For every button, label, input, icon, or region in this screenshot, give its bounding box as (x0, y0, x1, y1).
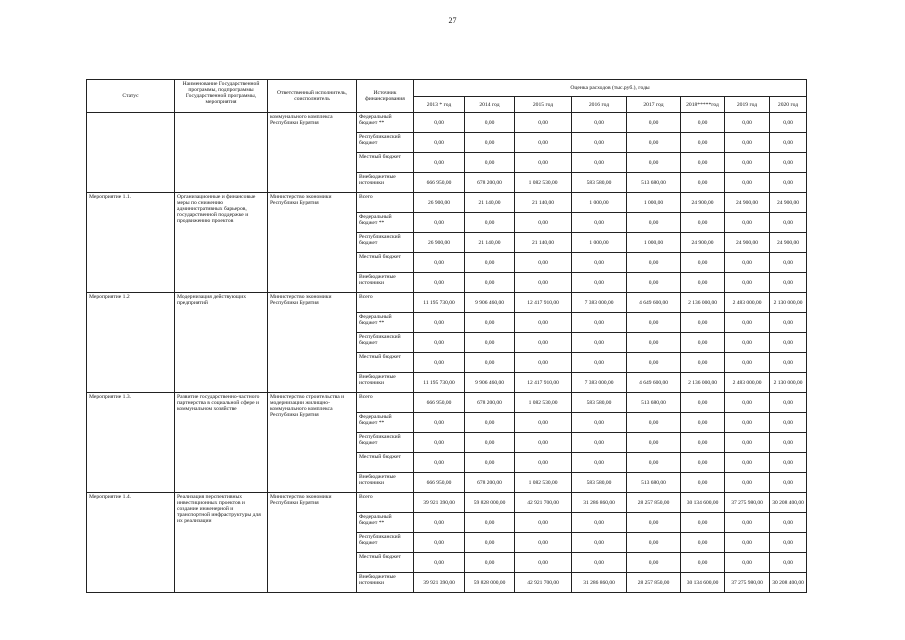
measure-executor: Министерство экономики Республики Бурятия (268, 193, 357, 293)
value-cell: 0,00 (725, 413, 770, 433)
value-cell: 0,00 (572, 413, 627, 433)
value-cell: 583 580,00 (572, 473, 627, 493)
value-cell: 1 082 530,00 (515, 393, 572, 413)
value-cell: 0,00 (465, 133, 515, 153)
value-cell: 21 140,00 (515, 233, 572, 253)
table-row (87, 393, 807, 413)
value-cell: 1 082 530,00 (515, 173, 572, 193)
source-cell: Федеральный бюджет ** (357, 513, 414, 533)
value-cell: 0,00 (465, 413, 515, 433)
header-year: 2020 год (770, 97, 807, 113)
table-row (87, 193, 807, 213)
value-cell: 0,00 (465, 333, 515, 353)
value-cell: 0,00 (572, 313, 627, 333)
value-cell: 0,00 (725, 553, 770, 573)
value-cell: 0,00 (770, 113, 807, 133)
measure-name: Модернизация действующих предприятий (175, 293, 268, 393)
table-row (87, 113, 807, 133)
value-cell: 4 649 600,00 (627, 373, 681, 393)
value-cell: 0,00 (770, 333, 807, 353)
source-cell: Внебюджетные источники (357, 473, 414, 493)
value-cell: 513 680,00 (627, 393, 681, 413)
source-cell: Местный бюджет (357, 153, 414, 173)
value-cell: 0,00 (725, 473, 770, 493)
header-year: 2014 год (465, 97, 515, 113)
value-cell: 2 130 000,00 (770, 373, 807, 393)
header-year: 2019 год (725, 97, 770, 113)
value-cell: 0,00 (770, 393, 807, 413)
measure-status: Мероприятие 1.1. (87, 193, 175, 293)
value-cell: 0,00 (681, 173, 725, 193)
measure-executor: Министерство экономики Республики Бурятия (268, 293, 357, 393)
value-cell: 0,00 (515, 433, 572, 453)
value-cell: 31 286 860,00 (572, 573, 627, 593)
measure-status: Мероприятие 1.4. (87, 493, 175, 593)
value-cell: 583 580,00 (572, 393, 627, 413)
value-cell: 0,00 (627, 313, 681, 333)
source-cell: Республиканский бюджет (357, 433, 414, 453)
value-cell: 24 900,00 (681, 193, 725, 213)
header-year: 2018*****год (681, 97, 725, 113)
value-cell: 2 483 000,00 (725, 293, 770, 313)
value-cell: 30 208 400,00 (770, 573, 807, 593)
source-cell: Федеральный бюджет ** (357, 213, 414, 233)
value-cell: 666 950,00 (414, 393, 465, 413)
value-cell: 1 000,00 (627, 193, 681, 213)
source-cell: Всего (357, 293, 414, 313)
value-cell: 0,00 (414, 313, 465, 333)
value-cell: 0,00 (681, 273, 725, 293)
value-cell: 0,00 (465, 153, 515, 173)
measure-executor: Министерство строительства и модернизации жилищно-коммунального комплекса Республики Бурятия (268, 393, 357, 493)
value-cell: 0,00 (681, 433, 725, 453)
value-cell: 0,00 (515, 353, 572, 373)
source-cell: Республиканский бюджет (357, 533, 414, 553)
value-cell: 30 208 400,00 (770, 493, 807, 513)
value-cell: 0,00 (515, 533, 572, 553)
source-cell: Местный бюджет (357, 253, 414, 273)
value-cell: 0,00 (681, 313, 725, 333)
source-cell: Федеральный бюджет ** (357, 413, 414, 433)
value-cell: 0,00 (515, 313, 572, 333)
value-cell: 0,00 (681, 133, 725, 153)
source-cell: Федеральный бюджет ** (357, 313, 414, 333)
value-cell: 11 195 730,00 (414, 373, 465, 393)
header-status: Статус (87, 80, 175, 113)
name-cell (175, 113, 268, 193)
value-cell: 0,00 (627, 533, 681, 553)
value-cell: 42 921 700,00 (515, 573, 572, 593)
value-cell: 24 900,00 (770, 233, 807, 253)
measure-status: Мероприятие 1.3. (87, 393, 175, 493)
value-cell: 0,00 (681, 513, 725, 533)
source-cell: Федеральный бюджет ** (357, 113, 414, 133)
value-cell: 0,00 (770, 353, 807, 373)
value-cell: 0,00 (572, 133, 627, 153)
table-body (87, 113, 807, 593)
value-cell: 59 828 000,00 (465, 493, 515, 513)
value-cell: 0,00 (770, 253, 807, 273)
value-cell: 1 082 530,00 (515, 473, 572, 493)
value-cell: 37 275 980,00 (725, 573, 770, 593)
value-cell: 0,00 (627, 433, 681, 453)
value-cell: 0,00 (725, 353, 770, 373)
value-cell: 21 140,00 (465, 193, 515, 213)
value-cell: 0,00 (465, 513, 515, 533)
value-cell: 0,00 (725, 153, 770, 173)
value-cell: 0,00 (414, 273, 465, 293)
value-cell: 0,00 (465, 453, 515, 473)
value-cell: 678 200,00 (465, 173, 515, 193)
value-cell: 0,00 (515, 453, 572, 473)
measure-name: Реализация перспективных инвестиционных проектов и создание инженерной и транспортной инфраструктуры для их реализации (175, 493, 268, 593)
value-cell: 0,00 (627, 153, 681, 173)
value-cell: 0,00 (465, 553, 515, 573)
source-cell: Внебюджетные источники (357, 273, 414, 293)
header-year: 2015 год (515, 97, 572, 113)
value-cell: 0,00 (770, 453, 807, 473)
table-row (87, 293, 807, 313)
value-cell: 0,00 (725, 173, 770, 193)
value-cell: 0,00 (725, 113, 770, 133)
value-cell: 0,00 (465, 433, 515, 453)
value-cell: 513 680,00 (627, 473, 681, 493)
value-cell: 0,00 (725, 213, 770, 233)
value-cell: 0,00 (627, 273, 681, 293)
value-cell: 0,00 (770, 473, 807, 493)
value-cell: 0,00 (627, 113, 681, 133)
value-cell: 28 257 850,00 (627, 573, 681, 593)
measure-executor: Министерство экономики Республики Бурятия (268, 493, 357, 593)
value-cell: 666 950,00 (414, 473, 465, 493)
source-cell: Местный бюджет (357, 553, 414, 573)
measure-name: Развитие государственно-частного партнерства в социальной сфере и коммунальном хозяйстве (175, 393, 268, 493)
value-cell: 0,00 (414, 533, 465, 553)
value-cell: 0,00 (627, 453, 681, 473)
value-cell: 0,00 (465, 253, 515, 273)
value-cell: 7 383 000,00 (572, 293, 627, 313)
value-cell: 21 140,00 (465, 233, 515, 253)
page-number: 27 (448, 16, 457, 25)
source-cell: Всего (357, 393, 414, 413)
value-cell: 30 134 600,00 (681, 493, 725, 513)
value-cell: 0,00 (572, 333, 627, 353)
value-cell: 0,00 (465, 113, 515, 133)
value-cell: 1 000,00 (572, 193, 627, 213)
value-cell: 0,00 (465, 273, 515, 293)
value-cell: 12 417 910,00 (515, 293, 572, 313)
value-cell: 0,00 (515, 413, 572, 433)
value-cell: 0,00 (725, 133, 770, 153)
value-cell: 0,00 (770, 153, 807, 173)
value-cell: 37 275 980,00 (725, 493, 770, 513)
value-cell: 0,00 (572, 113, 627, 133)
value-cell: 0,00 (572, 153, 627, 173)
value-cell: 0,00 (770, 513, 807, 533)
value-cell: 42 921 700,00 (515, 493, 572, 513)
value-cell: 0,00 (465, 533, 515, 553)
value-cell: 0,00 (725, 433, 770, 453)
source-cell: Республиканский бюджет (357, 233, 414, 253)
header-name: Наименование Государственной программы, подпрограммы Государственной программы, мероприятия (175, 80, 268, 113)
value-cell: 1 000,00 (627, 233, 681, 253)
value-cell: 0,00 (725, 273, 770, 293)
value-cell: 0,00 (681, 153, 725, 173)
value-cell: 24 900,00 (725, 193, 770, 213)
value-cell: 0,00 (770, 313, 807, 333)
value-cell: 0,00 (515, 133, 572, 153)
value-cell: 0,00 (465, 213, 515, 233)
source-cell: Местный бюджет (357, 353, 414, 373)
value-cell: 0,00 (572, 273, 627, 293)
value-cell: 0,00 (572, 353, 627, 373)
value-cell: 0,00 (627, 513, 681, 533)
value-cell: 0,00 (627, 213, 681, 233)
value-cell: 0,00 (414, 113, 465, 133)
value-cell: 0,00 (770, 273, 807, 293)
value-cell: 678 200,00 (465, 393, 515, 413)
value-cell: 0,00 (725, 253, 770, 273)
value-cell: 9 906 460,00 (465, 373, 515, 393)
value-cell: 0,00 (515, 253, 572, 273)
value-cell: 9 906 460,00 (465, 293, 515, 313)
value-cell: 0,00 (681, 113, 725, 133)
value-cell: 31 286 860,00 (572, 493, 627, 513)
value-cell: 0,00 (725, 453, 770, 473)
value-cell: 0,00 (627, 133, 681, 153)
source-cell: Внебюджетные источники (357, 373, 414, 393)
value-cell: 2 136 000,00 (681, 293, 725, 313)
value-cell: 0,00 (515, 333, 572, 353)
value-cell: 666 950,00 (414, 173, 465, 193)
source-cell: Республиканский бюджет (357, 333, 414, 353)
value-cell: 0,00 (515, 153, 572, 173)
value-cell: 0,00 (572, 253, 627, 273)
source-cell: Республиканский бюджет (357, 133, 414, 153)
value-cell: 7 383 000,00 (572, 373, 627, 393)
value-cell: 24 900,00 (725, 233, 770, 253)
value-cell: 0,00 (770, 413, 807, 433)
value-cell: 0,00 (725, 313, 770, 333)
header-executor: Ответственный исполнитель, соисполнитель (268, 80, 357, 113)
value-cell: 2 483 000,00 (725, 373, 770, 393)
value-cell: 0,00 (515, 113, 572, 133)
value-cell: 0,00 (572, 433, 627, 453)
source-cell: Всего (357, 493, 414, 513)
value-cell: 513 680,00 (627, 173, 681, 193)
value-cell: 0,00 (572, 453, 627, 473)
value-cell: 0,00 (681, 393, 725, 413)
value-cell: 28 257 850,00 (627, 493, 681, 513)
value-cell: 0,00 (515, 213, 572, 233)
value-cell: 0,00 (681, 473, 725, 493)
value-cell: 21 140,00 (515, 193, 572, 213)
value-cell: 4 649 600,00 (627, 293, 681, 313)
table-row (87, 493, 807, 513)
value-cell: 0,00 (725, 513, 770, 533)
measure-status: Мероприятие 1.2 (87, 293, 175, 393)
header-year: 2016 год (572, 97, 627, 113)
executor-cell: коммунального комплекса Республики Бурятия (268, 113, 357, 193)
value-cell: 0,00 (681, 333, 725, 353)
value-cell: 0,00 (515, 273, 572, 293)
value-cell: 678 200,00 (465, 473, 515, 493)
value-cell: 0,00 (572, 513, 627, 533)
value-cell: 0,00 (414, 213, 465, 233)
value-cell: 0,00 (770, 533, 807, 553)
value-cell: 0,00 (627, 333, 681, 353)
value-cell: 0,00 (725, 333, 770, 353)
value-cell: 30 134 600,00 (681, 573, 725, 593)
measure-name: Организационные и финансовые меры по снижению административных барьеров, государственной поддержке и продвижению проектов (175, 193, 268, 293)
value-cell: 0,00 (681, 213, 725, 233)
value-cell: 24 900,00 (681, 233, 725, 253)
status-cell (87, 113, 175, 193)
value-cell: 2 136 000,00 (681, 373, 725, 393)
value-cell: 0,00 (414, 433, 465, 453)
value-cell: 0,00 (681, 553, 725, 573)
value-cell: 0,00 (725, 393, 770, 413)
value-cell: 583 580,00 (572, 173, 627, 193)
value-cell: 12 417 910,00 (515, 373, 572, 393)
value-cell: 0,00 (572, 553, 627, 573)
value-cell: 0,00 (681, 413, 725, 433)
value-cell: 0,00 (627, 413, 681, 433)
value-cell: 39 921 390,00 (414, 493, 465, 513)
value-cell: 0,00 (770, 433, 807, 453)
value-cell: 0,00 (414, 153, 465, 173)
value-cell: 0,00 (627, 353, 681, 373)
value-cell: 0,00 (681, 353, 725, 373)
value-cell: 0,00 (770, 173, 807, 193)
value-cell: 26 900,00 (414, 193, 465, 213)
value-cell: 0,00 (465, 353, 515, 373)
value-cell: 0,00 (627, 553, 681, 573)
value-cell: 0,00 (770, 213, 807, 233)
value-cell: 0,00 (414, 333, 465, 353)
value-cell: 0,00 (414, 453, 465, 473)
value-cell: 0,00 (681, 453, 725, 473)
value-cell: 0,00 (465, 313, 515, 333)
source-cell: Внебюджетные источники (357, 173, 414, 193)
value-cell: 0,00 (770, 553, 807, 573)
value-cell: 1 000,00 (572, 233, 627, 253)
value-cell: 0,00 (414, 133, 465, 153)
value-cell: 0,00 (414, 413, 465, 433)
value-cell: 59 828 000,00 (465, 573, 515, 593)
financing-table (86, 79, 807, 593)
source-cell: Всего (357, 193, 414, 213)
value-cell: 0,00 (770, 133, 807, 153)
value-cell: 26 900,00 (414, 233, 465, 253)
value-cell: 24 900,00 (770, 193, 807, 213)
value-cell: 2 130 000,00 (770, 293, 807, 313)
value-cell: 0,00 (572, 533, 627, 553)
header-estimate: Оценка расходов (тыс.руб.), годы (414, 80, 807, 97)
value-cell: 0,00 (627, 253, 681, 273)
source-cell: Внебюджетные источники (357, 573, 414, 593)
value-cell: 11 195 730,00 (414, 293, 465, 313)
source-cell: Местный бюджет (357, 453, 414, 473)
value-cell: 0,00 (681, 533, 725, 553)
value-cell: 0,00 (414, 553, 465, 573)
value-cell: 0,00 (515, 553, 572, 573)
value-cell: 0,00 (572, 213, 627, 233)
value-cell: 0,00 (414, 353, 465, 373)
header-source: Источник финансирования (357, 80, 414, 113)
value-cell: 0,00 (414, 253, 465, 273)
header-year: 2013 * год (414, 97, 465, 113)
value-cell: 39 921 390,00 (414, 573, 465, 593)
value-cell: 0,00 (681, 253, 725, 273)
value-cell: 0,00 (515, 513, 572, 533)
header-year: 2017 год (627, 97, 681, 113)
value-cell: 0,00 (414, 513, 465, 533)
value-cell: 0,00 (725, 533, 770, 553)
